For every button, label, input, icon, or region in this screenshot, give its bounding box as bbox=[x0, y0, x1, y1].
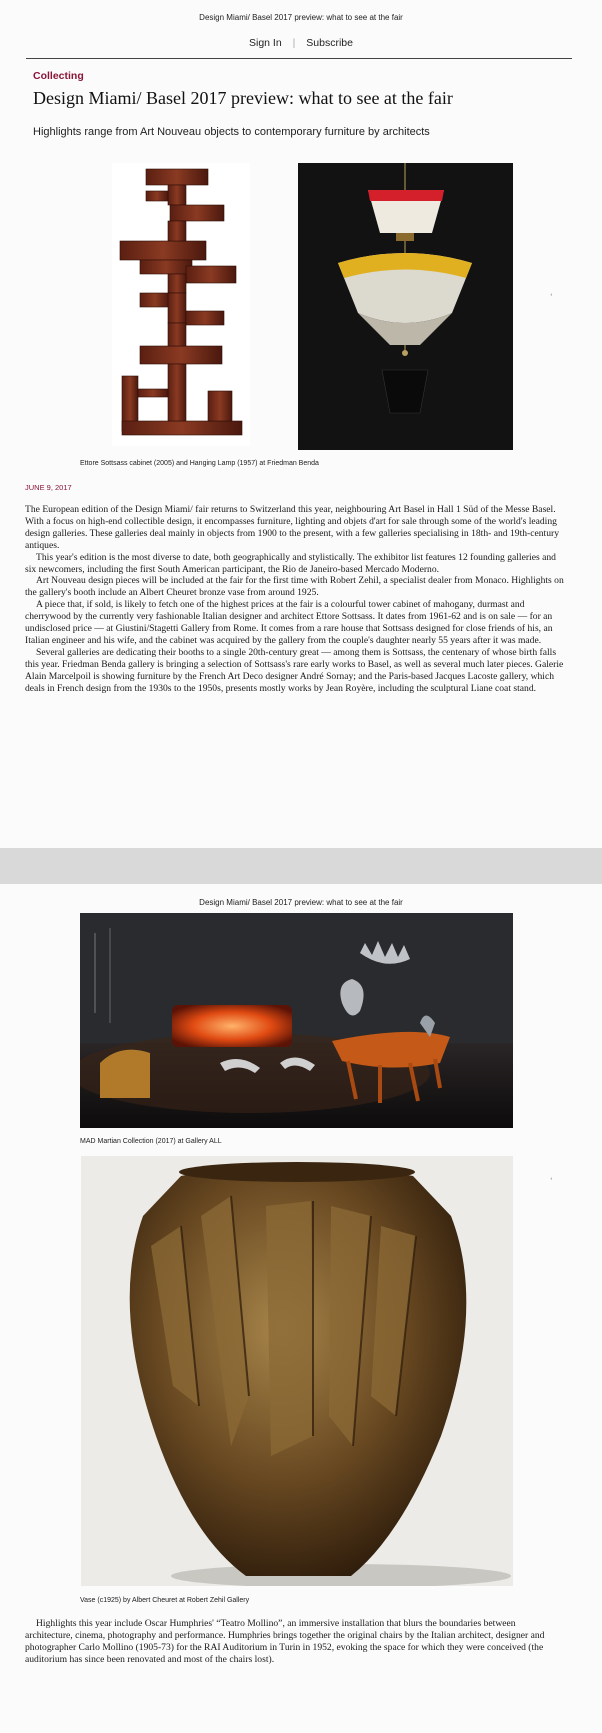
sottsass-cabinet-image bbox=[112, 163, 250, 446]
body-paragraph: Highlights this year include Oscar Humphries' “Teatro Mollino”, an immersive installation that blurs the boundaries between architecture, cinema, photography and performance. Humphries brings together the original chairs by the Italian architect, designer and photographer Carlo Mollino (1905-73) for the RAI Auditorium in Turin in 1952, evoking the space for which they were conceived (the auditorium has since been renovated and most of the chairs lost). bbox=[25, 1618, 545, 1665]
scan-mark: ‘ bbox=[550, 1176, 553, 1185]
article-body-page1 bbox=[25, 504, 565, 695]
hanging-lamp-image bbox=[298, 163, 513, 450]
subscribe-link[interactable]: Subscribe bbox=[306, 37, 353, 49]
print-page-2 bbox=[0, 884, 602, 1733]
article-headline: Design Miami/ Basel 2017 preview: what to see at the fair bbox=[33, 88, 453, 108]
running-header: Design Miami/ Basel 2017 preview: what to see at the fair bbox=[199, 898, 403, 907]
vase-caption: Vase (c1925) by Albert Cheuret at Robert Zehil Gallery bbox=[80, 1597, 250, 1604]
section-kicker[interactable]: Collecting bbox=[33, 70, 84, 82]
scan-mark: ‘ bbox=[550, 292, 553, 301]
body-paragraph: This year's edition is the most diverse to date, both geographically and stylistically. The exhibitor list features 12 founding galleries and six newcomers, including the first South American participant, the Rio de Janeiro-based Mercado Moderno. bbox=[25, 551, 556, 575]
mad-martian-image bbox=[80, 913, 513, 1128]
body-paragraph: Art Nouveau design pieces will be included at the fair for the first time with Robert Zehil, a specialist dealer from Monaco. Highlights on the gallery's booth include an Albert Cheuret bronze vase from around 1925. bbox=[25, 575, 564, 599]
running-header: Design Miami/ Basel 2017 preview: what to see at the fair bbox=[199, 13, 403, 22]
sign-in-link[interactable]: Sign In bbox=[249, 37, 282, 49]
cabinet-lamp-caption: Ettore Sottsass cabinet (2005) and Hanging Lamp (1957) at Friedman Benda bbox=[80, 460, 319, 467]
body-paragraph: The European edition of the Design Miami/ fair returns to Switzerland this year, neighbouring Art Basel in Hall 1 Süd of the Messe Basel. With a focus on high-end collectible design, it encompasses furniture, lighting and objets d'art for sale through some of the world's leading design galleries. These galleries deal mainly in objects from 1900 to the present, with a few galleries specialising in 18th- and 19th-century antiques. bbox=[25, 504, 559, 551]
mad-caption: MAD Martian Collection (2017) at Gallery ALL bbox=[80, 1138, 222, 1145]
cheuret-vase-image bbox=[81, 1156, 513, 1586]
top-nav bbox=[0, 37, 602, 49]
body-paragraph: Several galleries are dedicating their booths to a single 20th-century great — among them is Sottsass, the centenary of whose birth falls this year. Friedman Benda gallery is bringing a selection of Sottsass's rare early works to Basel, as well as several much later pieces. Galerie Alain Marcelpoil is showing furniture by the French Art Deco designer André Sornay; and the Paris-based Jacques Lacoste gallery, which deals in French design from the 1930s to the 1950s, presents mostly works by Jean Royère, including the sculptural Liane coat stand. bbox=[25, 646, 564, 694]
print-page-1 bbox=[0, 0, 602, 848]
header-rule bbox=[26, 58, 572, 59]
nav-separator: | bbox=[292, 37, 296, 49]
body-paragraph: A piece that, if sold, is likely to fetch one of the highest prices at the fair is a colourful tower cabinet of mahogany, durmast and cherrywood by the currently very fashionable Italian designer and architect Ettore Sottsass. It dates from 1961-62 and is on sale — for an undisclosed price — at Giustini/Stagetti Gallery from Rome. It comes from a rare house that Sottsass designed for close friends of his, an Italian engineer and his wife, and the cabinet was acquired by the gallery from the couple's daughter nearly 55 years after it was made. bbox=[25, 599, 553, 646]
article-body-page2 bbox=[25, 1618, 565, 1666]
article-date: JUNE 9, 2017 bbox=[25, 483, 72, 492]
article-standfirst: Highlights range from Art Nouveau objects to contemporary furniture by architects bbox=[33, 126, 430, 138]
